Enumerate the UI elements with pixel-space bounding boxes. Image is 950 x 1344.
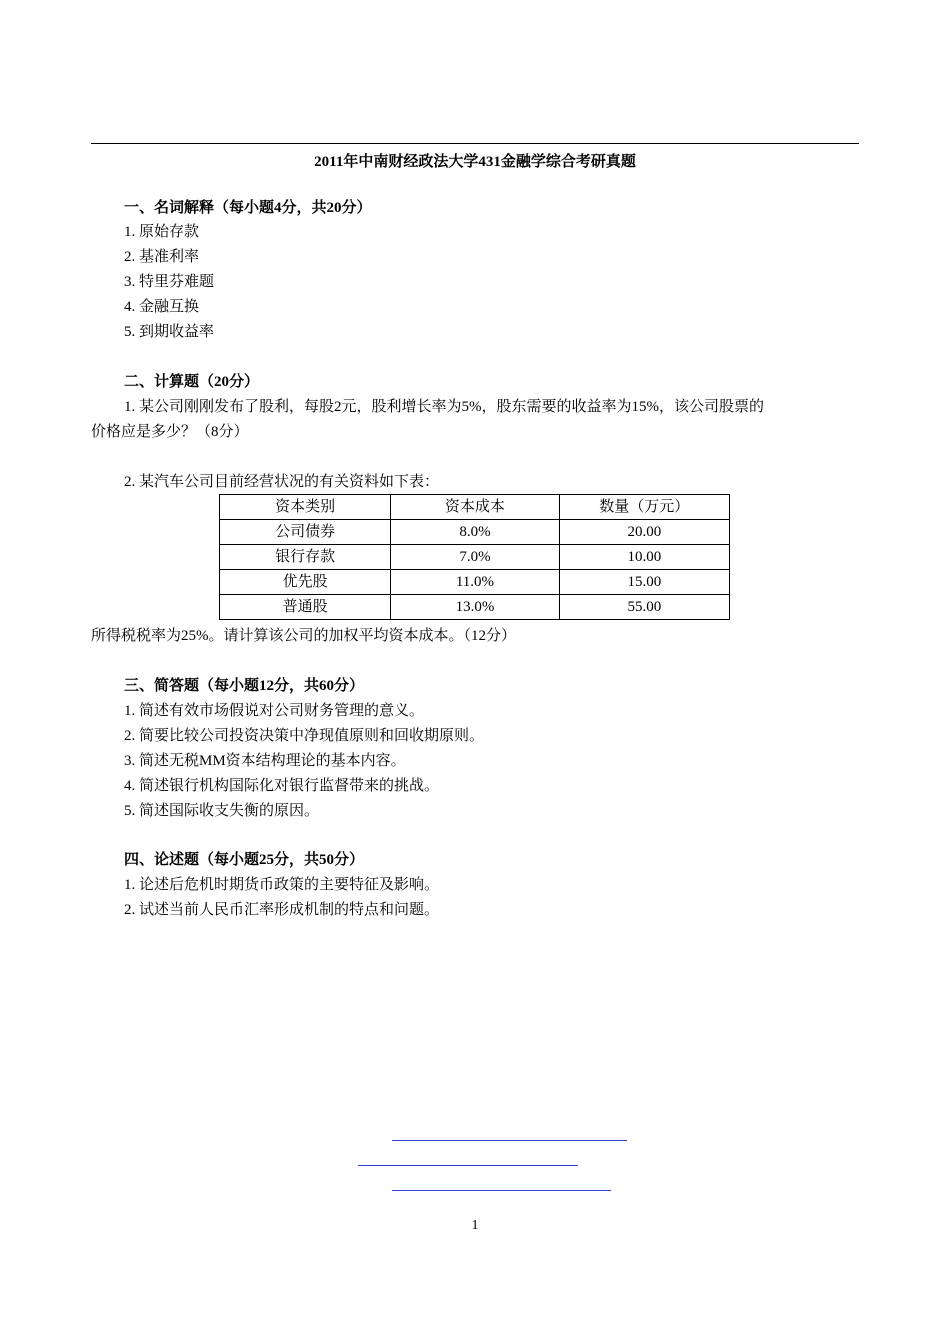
list-item: 2. 试述当前人民币汇率形成机制的特点和问题。 (124, 902, 440, 918)
list-item: 5. 到期收益率 (124, 324, 215, 340)
list-item: 2. 基准利率 (124, 249, 200, 265)
table-cell: 10.00 (559, 545, 729, 570)
footer-link[interactable] (358, 1165, 578, 1166)
table-row (220, 595, 730, 620)
list-item: 5. 简述国际收支失衡的原因。 (124, 803, 320, 819)
table-cell: 13.0% (391, 595, 559, 620)
table-header-row (220, 495, 730, 520)
table-cell: 55.00 (559, 595, 729, 620)
section1-heading: 一、名词解释（每小题4分，共20分） (124, 200, 372, 216)
table-cell: 优先股 (220, 570, 391, 595)
footer-link[interactable] (392, 1140, 627, 1141)
question-text: 2. 某汽车公司目前经营状况的有关资料如下表： (124, 474, 440, 490)
list-item: 3. 特里芬难题 (124, 274, 215, 290)
table-cell: 普通股 (220, 595, 391, 620)
table-cell: 银行存款 (220, 545, 391, 570)
header-rule (91, 143, 859, 144)
table-row (220, 545, 730, 570)
table-cell: 20.00 (559, 520, 729, 545)
table-header: 数量（万元） (559, 495, 729, 520)
footer-link[interactable] (392, 1190, 611, 1191)
section3-heading: 三、简答题（每小题12分，共60分） (124, 678, 365, 694)
table-header: 资本类别 (220, 495, 391, 520)
page-number: 1 (471, 1218, 479, 1233)
list-item: 1. 原始存款 (124, 224, 200, 240)
list-item: 4. 简述银行机构国际化对银行监督带来的挑战。 (124, 778, 440, 794)
list-item: 3. 简述无税MM资本结构理论的基本内容。 (124, 753, 406, 769)
table-cell: 15.00 (559, 570, 729, 595)
list-item: 1. 论述后危机时期货币政策的主要特征及影响。 (124, 877, 440, 893)
table-cell: 11.0% (391, 570, 559, 595)
table-cell: 8.0% (391, 520, 559, 545)
table-row (220, 570, 730, 595)
table-cell: 公司债券 (220, 520, 391, 545)
page-title: 2011年中南财经政法大学431金融学综合考研真题 (314, 154, 636, 170)
table-header: 资本成本 (391, 495, 559, 520)
list-item: 2. 简要比较公司投资决策中净现值原则和回收期原则。 (124, 728, 485, 744)
section2-heading: 二、计算题（20分） (124, 374, 260, 390)
capital-cost-table (219, 494, 730, 620)
table-row (220, 520, 730, 545)
section4-heading: 四、论述题（每小题25分，共50分） (124, 852, 365, 868)
question-text: 1. 某公司刚刚发布了股利，每股2元，股利增长率为5%，股东需要的收益率为15%，该公司股票的 (124, 399, 764, 415)
list-item: 4. 金融互换 (124, 299, 200, 315)
table-cell: 7.0% (391, 545, 559, 570)
list-item: 1. 简述有效市场假说对公司财务管理的意义。 (124, 703, 425, 719)
question-text: 所得税税率为25%。请计算该公司的加权平均资本成本。（12分） (91, 628, 516, 644)
question-text: 价格应是多少？（8分） (91, 424, 249, 440)
